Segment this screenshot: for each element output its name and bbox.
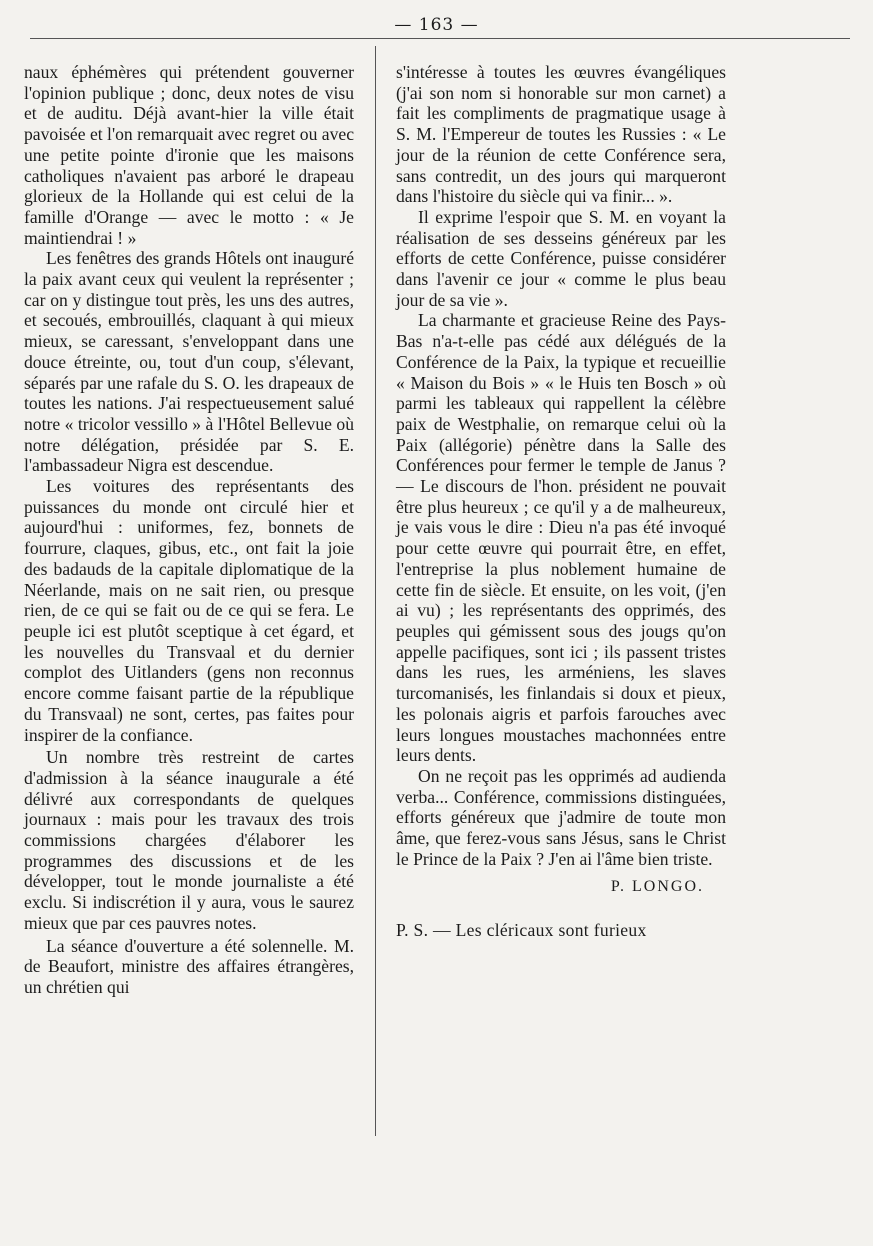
paragraph: La séance d'ouverture a été solennelle. M. de Beaufort, ministre des affaires étrangères, un chrétien qui	[24, 935, 354, 997]
paragraph: On ne reçoit pas les opprimés ad audienda verba... Conférence, commissions distinguées, efforts généreux que j'admire de toute mon âme, que ferez-vous sans Jésus, sans le Christ le Prince de la Paix ? J'en ai l'âme bien triste.	[396, 765, 726, 869]
postscript: P. S. — Les cléricaux sont furieux	[396, 920, 647, 941]
header-rule	[30, 38, 850, 39]
right-column	[396, 62, 726, 941]
paragraph: La charmante et gracieuse Reine des Pays-Bas n'a-t-elle pas cédé aux délégués de la Conférence de la Paix, la typique et recueillie « Maison du Bois » « le Huis ten Bosch » où parmi les tableaux qui rappellent la célèbre paix de Westphalie, on remarque celui où la Paix (allégorie) pénètre dans la Salle des Conférences pour fermer le temple de Janus ? — Le discours de l'hon. président ne pouvait être plus heureux ; ce qu'il y a de malheureux, je vais vous le dire : Dieu n'a pas été invoqué pour cette œuvre qui pourrait être, en effet, l'entreprise la plus noblement humaine de cette fin de siècle. Et ensuite, on les voit, (j'en ai vu) ; les représentants des opprimés, des peuples qui gémissent sous des jougs qu'on appelle pacifiques, sont ici ; ils passent tristes dans les rues, les arméniens, les slaves turcomanisés, les finlandais si doux et pieux, les polonais aigris et parfois farouches avec leurs longues moustaches machonnées entre leurs dents.	[396, 310, 726, 766]
signature: P. LONGO.	[610, 878, 704, 896]
column-divider	[375, 46, 376, 1136]
paragraph: Il exprime l'espoir que S. M. en voyant la réalisation de ses desseins généreux par les efforts de cette Conférence, puisse considérer dans l'avenir ce jour « comme le plus beau jour de sa vie ».	[396, 206, 726, 310]
paragraph: naux éphémères qui prétendent gouverner l'opinion publique ; donc, deux notes de visu et de auditu. Déjà avant-hier la ville était pavoisée et l'on remarquait avec regret ou avec une petite pointe d'ironie que les maisons catholiques n'avaient pas arboré le drapeau glorieux de la Hollande qui est celui de la famille d'Orange — avec le motto : « Je maintiendrai ! »	[24, 62, 354, 248]
paragraph: Les fenêtres des grands Hôtels ont inauguré la paix avant ceux qui veulent la représenter ; car on y distingue tout près, les uns des autres, et secoués, embrouillés, claquant à qui mieux mieux, se caressant, s'enveloppant dans une douce étreinte, ou, tout d'un coup, s'élevant, séparés par une rafale du S. O. les drapeaux de toutes les nations. J'ai respectueusement salué notre « tricolor vessillo » à l'Hôtel Bellevue où notre délégation, présidée par S. E. l'ambassadeur Nigra est descendue.	[24, 248, 354, 476]
left-column	[24, 62, 354, 998]
paragraph: s'intéresse à toutes les œuvres évangéliques (j'ai son nom si honorable sur mon carnet) a fait les compliments de pragmatique usage à S. M. l'Empereur de toutes les Russies : « Le jour de la réunion de cette Conférence sera, sans contredit, un des jours qui marqueront dans l'histoire du siècle qui va finir... ».	[396, 62, 726, 207]
paragraph: Un nombre très restreint de cartes d'admission à la séance inaugurale a été délivré aux correspondants de quelques journaux : mais pour les travaux des trois commissions chargées d'élaborer les programmes des discussions et de les développer, tout le monde journaliste a été exclu. Si indiscrétion il y aura, vous le saurez mieux que par ces pauvres notes.	[24, 747, 354, 933]
paragraph: Les voitures des représentants des puissances du monde ont circulé hier et aujourd'hui : uniformes, fez, bonnets de fourrure, claques, gibus, etc., ont fait la joie des badauds de la capitale diplomatique de la Néerlande, mais on ne sait rien, ou presque rien, de ce qui se fait ou de ce qui se fera. Le peuple ici est plutôt sceptique à cet égard, et les nouvelles du Transvaal et du dernier complot des Uitlanders (gens non reconnus encore comme faisant partie de la république du Transvaal) ne sont, certes, pas faites pour inspirer de la confiance.	[24, 476, 354, 745]
page-number: — 163 —	[394, 15, 479, 35]
